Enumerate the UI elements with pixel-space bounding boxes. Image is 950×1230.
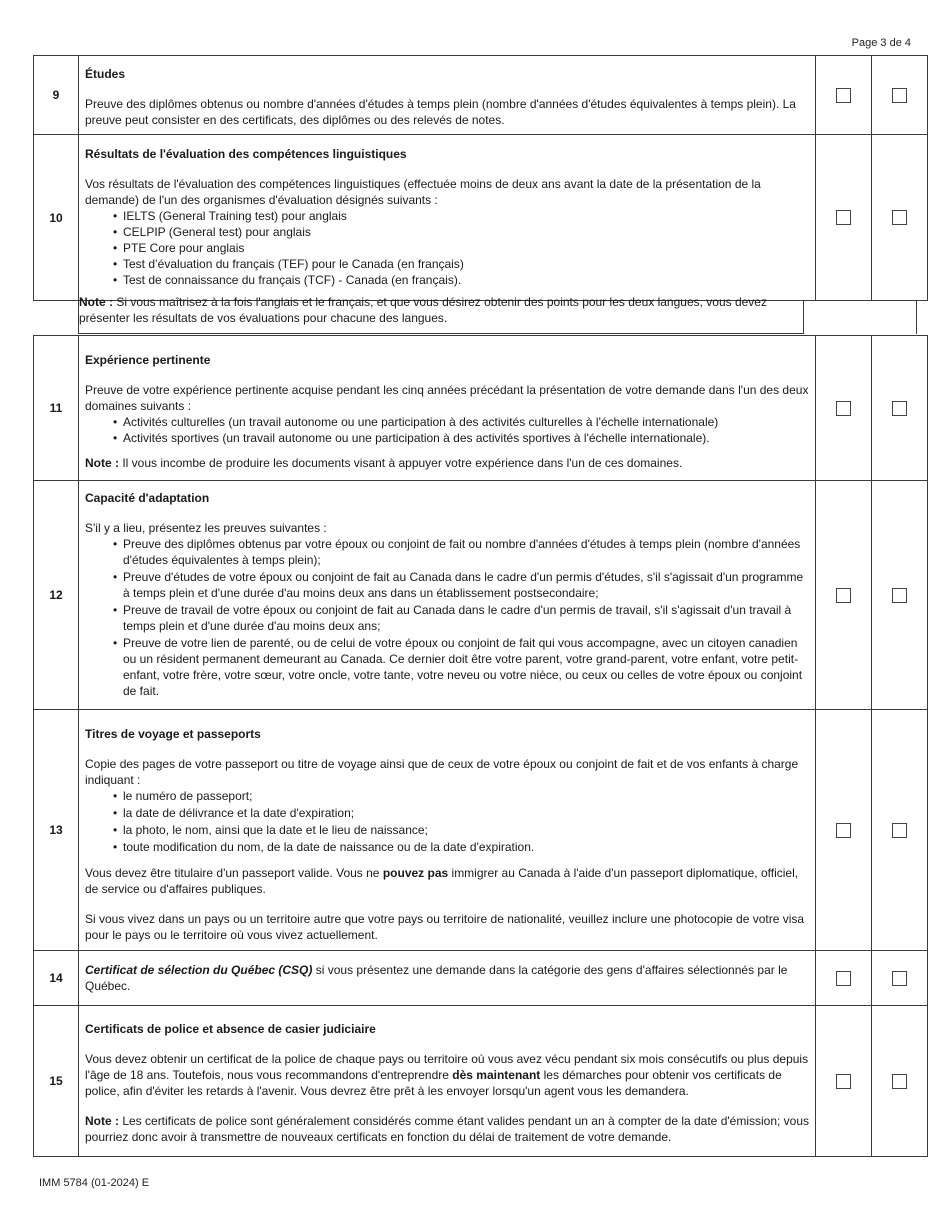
checkbox-client-12[interactable] — [836, 588, 851, 603]
checkbox-office-15[interactable] — [892, 1074, 907, 1089]
checkbox-client-11[interactable] — [836, 401, 851, 416]
list-item: • Activités culturelles (un travail autonome ou une participation à des activités culturelles à l'échelle internationale) — [123, 414, 810, 430]
row-10-note — [78, 295, 804, 334]
list-item: • PTE Core pour anglais — [123, 240, 810, 256]
note-text: Les certificats de police sont généralement considérés comme étant valides pendant un an à compter de la date d'émission; vous pourriez donc avoir à transmettre de nouveaux certificats en fonction du délai de traitement de votre demande. — [85, 1114, 810, 1144]
list-item: • Test d’évaluation du français (TEF) pour le Canada (en français) — [123, 256, 810, 272]
note-label: Note : — [85, 1114, 119, 1128]
row-title: Résultats de l'évaluation des compétences linguistiques — [85, 147, 407, 161]
row-text: S'il y a lieu, présentez les preuves suivantes : — [85, 521, 327, 535]
checkbox-client-13[interactable] — [836, 823, 851, 838]
list-item: • CELPIP (General test) pour anglais — [123, 224, 810, 240]
note-text: Si vous maîtrisez à la fois l'anglais et le français, et que vous désirez obtenir des points pour les deux langues, vous devez présenter les résultats de vos évaluations pour chacune des langues. — [79, 295, 767, 325]
checkbox-office-14[interactable] — [892, 971, 907, 986]
checkbox-client-10[interactable] — [836, 210, 851, 225]
row-title: Expérience pertinente — [85, 353, 211, 367]
list-item: • Preuve de votre lien de parenté, ou de celui de votre époux ou conjoint de fait qui vous accompagne, avec un citoyen canadien ou un résident permanent demeurant au Canada. Ce dernier doit être votre parent, votre grand-parent, votre enfant, votre petit-enfant, votre frère, votre sœur, votre oncle, votre tante, votre neveu ou votre nièce, ou ceux ou celles de votre époux ou conjoint de fait. — [123, 635, 810, 699]
row-text: Preuve des diplômes obtenus ou nombre d'années d'études à temps plein (nombre d'années d'études équivalentes à temps plein). La preuve peut consister en des certificats, des diplômes ou des relevés de notes. — [85, 97, 796, 127]
checklist-row-15 — [33, 1005, 928, 1157]
row-number: 9 — [34, 56, 79, 135]
list-item: • le numéro de passeport; — [123, 788, 810, 804]
checkbox-client-15[interactable] — [836, 1074, 851, 1089]
row-paragraph: Si vous vivez dans un pays ou un territoire autre que votre pays ou territoire de nationalité, veuillez inclure une photocopie de votre visa pour le pays ou le territoire où vous vivez actuellement. — [85, 912, 805, 942]
page-number: Page 3 de 4 — [851, 37, 911, 49]
checkbox-office-13[interactable] — [892, 823, 907, 838]
list-item: • la date de délivrance et la date d'expiration; — [123, 805, 810, 821]
row-description — [79, 135, 816, 301]
checkbox-office-12[interactable] — [892, 588, 907, 603]
row-description — [79, 1006, 816, 1157]
note-label: Note : — [79, 295, 113, 309]
row-list — [85, 788, 810, 855]
checkbox-office-11[interactable] — [892, 401, 907, 416]
row-number: 15 — [34, 1006, 79, 1157]
checklist-row-9 — [33, 55, 928, 135]
row-text: Vos résultats de l'évaluation des compétences linguistiques (effectuée moins de deux ans avant la date de la présentation de la demande) de l'un des organismes d'évaluation désignés suivants : — [85, 177, 761, 207]
checklist-row-11 — [33, 335, 928, 481]
row-description — [79, 56, 816, 135]
checkbox-office-10[interactable] — [892, 210, 907, 225]
list-item: • IELTS (General Training test) pour anglais — [123, 208, 810, 224]
checklist-row-12 — [33, 480, 928, 710]
list-item: • toute modification du nom, de la date de naissance ou de la date d'expiration. — [123, 839, 810, 855]
row-list — [85, 208, 810, 288]
row-title: Titres de voyage et passeports — [85, 727, 261, 741]
row-text: si vous présentez une demande dans la catégorie des gens d'affaires sélectionnés par le Québec. — [85, 963, 788, 993]
row-title: Certificat de sélection du Québec (CSQ) — [85, 963, 313, 977]
row-10-note-right-border — [804, 300, 917, 334]
row-description — [79, 336, 816, 481]
list-item: • Activités sportives (un travail autonome ou une participation à des activités sportives à l'échelle internationale). — [123, 430, 810, 446]
form-code: IMM 5784 (01-2024) E — [39, 1177, 150, 1189]
row-title: Études — [85, 67, 126, 81]
checklist-row-10 — [33, 134, 928, 301]
checkbox-client-14[interactable] — [836, 971, 851, 986]
row-number: 14 — [34, 951, 79, 1006]
row-text: Copie des pages de votre passeport ou titre de voyage ainsi que de ceux de votre époux ou conjoint de fait et de vos enfants à charge indiquant : — [85, 757, 799, 787]
list-item: • Preuve d'études de votre époux ou conjoint de fait au Canada dans le cadre d'un permis d'études, s'il s'agissait d'un programme à temps plein et d'une durée d'au moins deux ans dans un établissement postsecondaire; — [123, 569, 810, 601]
row-text: Vous devez obtenir un certificat de la police de chaque pays ou territoire où vous avez vécu pendant six mois consécutifs ou plus depuis l'âge de 18 ans. Toutefois, nous vous recommandons d'entreprendre dès maintenant les démarches pour obtenir vos certificats de police, afin d'éviter les retards à l'avenir. Vous devrez être prêt à les envoyer lorsqu'un agent vous les demandera. — [85, 1052, 809, 1098]
row-number: 10 — [34, 135, 79, 301]
checklist-row-14 — [33, 950, 928, 1006]
row-number: 12 — [34, 481, 79, 710]
checkbox-office-9[interactable] — [892, 88, 907, 103]
row-list — [85, 414, 810, 446]
list-item: • Preuve des diplômes obtenus par votre époux ou conjoint de fait ou nombre d'années d'études à temps plein (nombre d'années d'études équivalentes à temps plein); — [123, 536, 810, 568]
note-label: Note : — [85, 456, 119, 470]
row-title: Capacité d'adaptation — [85, 491, 210, 505]
row-description — [79, 481, 816, 710]
row-list — [85, 536, 810, 699]
checkbox-client-9[interactable] — [836, 88, 851, 103]
list-item: • Preuve de travail de votre époux ou conjoint de fait au Canada dans le cadre d'un permis de travail, s'il s'agissait d'un travail à temps plein et d'une durée d'au moins deux ans; — [123, 602, 810, 634]
list-item: • Test de connaissance du français (TCF) - Canada (en français). — [123, 272, 810, 288]
list-item: • la photo, le nom, ainsi que la date et le lieu de naissance; — [123, 822, 810, 838]
row-paragraph: Vous devez être titulaire d'un passeport valide. Vous ne pouvez pas immigrer au Canada à l'aide d'un passeport diplomatique, officiel, de service ou d'affaires publiques. — [85, 866, 799, 896]
checklist-row-13 — [33, 709, 928, 951]
row-number: 13 — [34, 710, 79, 951]
note-text: Il vous incombe de produire les documents visant à appuyer votre expérience dans l'un de ces domaines. — [119, 456, 683, 470]
row-number: 11 — [34, 336, 79, 481]
row-text: Preuve de votre expérience pertinente acquise pendant les cinq années précédant la présentation de votre demande dans l'un des deux domaines suivants : — [85, 383, 809, 413]
row-description — [79, 710, 816, 951]
row-description — [79, 951, 816, 1006]
row-title: Certificats de police et absence de casier judiciaire — [85, 1022, 376, 1036]
